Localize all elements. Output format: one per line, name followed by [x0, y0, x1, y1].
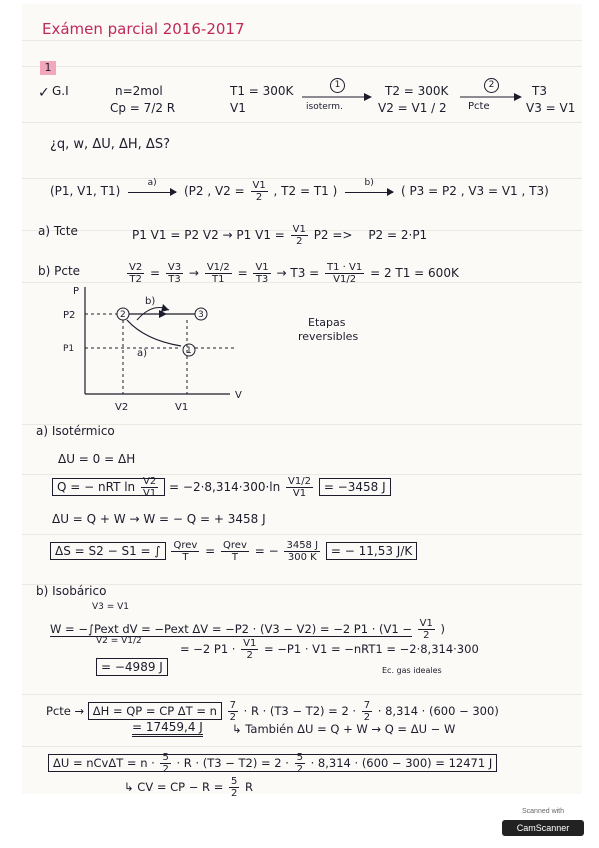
state1-volume: V1: [230, 101, 246, 115]
cp-value: Cp = 7/2 R: [110, 101, 176, 115]
isothermal-path: [127, 320, 181, 346]
scanner-watermark: [498, 808, 588, 840]
step-a-equation: P1 V1 = P2 V2 → P1 V1 = $\frac{V1}{2}$ P2 => P2 = 2·P1: [132, 224, 428, 247]
ideal-gas-note: Ec. gas ideales: [382, 666, 442, 675]
process1-number: 1: [330, 78, 345, 93]
v2-label: V2: [115, 402, 129, 413]
moles: n=2mol: [115, 84, 163, 98]
section-a-du: ΔU = 0 = ΔH: [58, 452, 136, 466]
arrow-b-label: b): [364, 177, 374, 188]
process1-label: [305, 76, 345, 93]
section-b-h-result: = 17459,4 J: [132, 720, 203, 734]
state1-temperature: T1 = 300K: [230, 84, 294, 98]
section-b-also: ↳ También ΔU = Q + W → Q = ΔU − W: [232, 722, 456, 736]
section-b-w: W = −∫Pext dV = −Pext ΔV = −P2 · (V3 − V2) = −2 P1 · (V1 − $\frac{V1}{2}$ ): [50, 618, 446, 641]
section-b-cv: ↳ CV = CP − R = $\frac{5}{2}$ R: [124, 776, 254, 799]
step-a-result: P2 = 2·P1: [368, 228, 428, 242]
page-title: Exámen parcial 2016-2017: [42, 20, 245, 38]
section-a-w: ΔU = Q + W → W = − Q = + 3458 J: [52, 512, 266, 526]
pv-diagram: [55, 282, 305, 417]
section-b-w-result: = −4989 J: [96, 660, 168, 674]
question: ¿q, w, ΔU, ΔH, ΔS?: [50, 137, 170, 152]
section-b-v3: V3 = V1: [92, 602, 130, 612]
v1-label: V1: [175, 402, 189, 413]
section-b-w2: = −2 P1 · $\frac{V1}{2}$ = −P1 · V1 = −nRT1 = −2·8,314·300: [180, 638, 479, 661]
problem-number: [40, 60, 56, 75]
p1-label: P1: [63, 344, 75, 354]
svg-text:3: 3: [198, 310, 204, 320]
process2-label: [462, 76, 499, 93]
problem-number-label: 1: [40, 61, 56, 75]
step-b-equation: $\frac{V2}{T2}$ = $\frac{V3}{T3}$ → $\frac{V1/2}{T1}$ = $\frac{V1}{T3}$ → T3 = $\frac{T1 \cdot V1}{V1/2}$ = 2 T1 = 600K: [129, 262, 459, 285]
step-b-label: b) Pcte: [38, 264, 81, 278]
state1: (P1, V1, T1): [50, 184, 121, 198]
state2-volume: V2 = V1 / 2: [378, 101, 447, 115]
state2-part1: (P2 , V2 =: [183, 184, 245, 198]
fraction-v1-over-2: $\frac{V1}{2}$: [252, 180, 266, 203]
fraction-v1-over-2b: $\frac{V1}{2}$: [292, 224, 306, 247]
section-b-h: Pcte → ΔH = QP = CP ΔT = n $\frac{7}{2}$ · R · (T3 − T2) = 2 · $\frac{7}{2}$ · 8,314 · (600 − 300): [46, 700, 499, 723]
process2-number: 2: [484, 78, 499, 93]
step-b-result: = 2 T1 = 600K: [370, 266, 459, 280]
section-a-ds-result: = − 11,53 J/K: [326, 542, 417, 560]
camscanner-logo: CamScanner: [502, 820, 584, 836]
arrow-a-label: a): [147, 177, 157, 188]
process1-type: isoterm.: [306, 102, 343, 112]
state3-temperature: T3: [532, 84, 547, 98]
state2-part2: , T2 = T1 ): [273, 184, 338, 198]
states-line: [50, 177, 549, 203]
arrow-b: [345, 177, 393, 198]
svg-text:2: 2: [120, 310, 126, 320]
step-a-label: a) Tcte: [38, 224, 78, 238]
state2-temperature: T2 = 300K: [385, 84, 449, 98]
section-b-heading: b) Isobárico: [36, 584, 107, 598]
svg-text:1: 1: [186, 346, 192, 356]
note-reversibles: reversibles: [298, 330, 359, 343]
path-b-label: b): [145, 296, 156, 307]
section-a-heading: a) Isotérmico: [36, 424, 115, 438]
note-etapas: Etapas: [308, 316, 346, 329]
section-b-du: ΔU = nCvΔT = n · $\frac{5}{2}$ · R · (T3 − T2) = 2 · $\frac{5}{2}$ · 8,314 · (600 − 300) = 12471 J: [48, 752, 497, 775]
p-axis-label: P: [73, 286, 80, 297]
p2-label: P2: [63, 310, 76, 321]
checkmark: ✓: [38, 85, 50, 101]
scanned-with-text: Scanned with: [521, 808, 565, 815]
arrow-a: [128, 177, 176, 198]
v-axis-label: V: [235, 390, 242, 401]
section-a-ds: ΔS = S2 − S1 = ∫ $\frac{\text{Qrev}}{T}$ = $\frac{\text{Qrev}}{T}$ = − $\frac{3458 J}{300 K}$ = − 11,53 J/K: [50, 540, 417, 563]
section-a-q: Q = − nRT ln $\frac{V2}{V1}$ = −2·8,314·300·ln $\frac{V1/2}{V1}$ = −3458 J: [52, 476, 391, 499]
process2-type: Pcte: [468, 101, 490, 112]
state3: ( P3 = P2 , V3 = V1 , T3): [400, 184, 549, 198]
gas-label: G.I: [52, 84, 69, 98]
section-a-q-result: = −3458 J: [319, 478, 391, 496]
section-b-v2: V2 = V1/2: [96, 636, 142, 646]
path-a-label: a): [137, 348, 148, 359]
state3-volume: V3 = V1: [526, 101, 576, 115]
